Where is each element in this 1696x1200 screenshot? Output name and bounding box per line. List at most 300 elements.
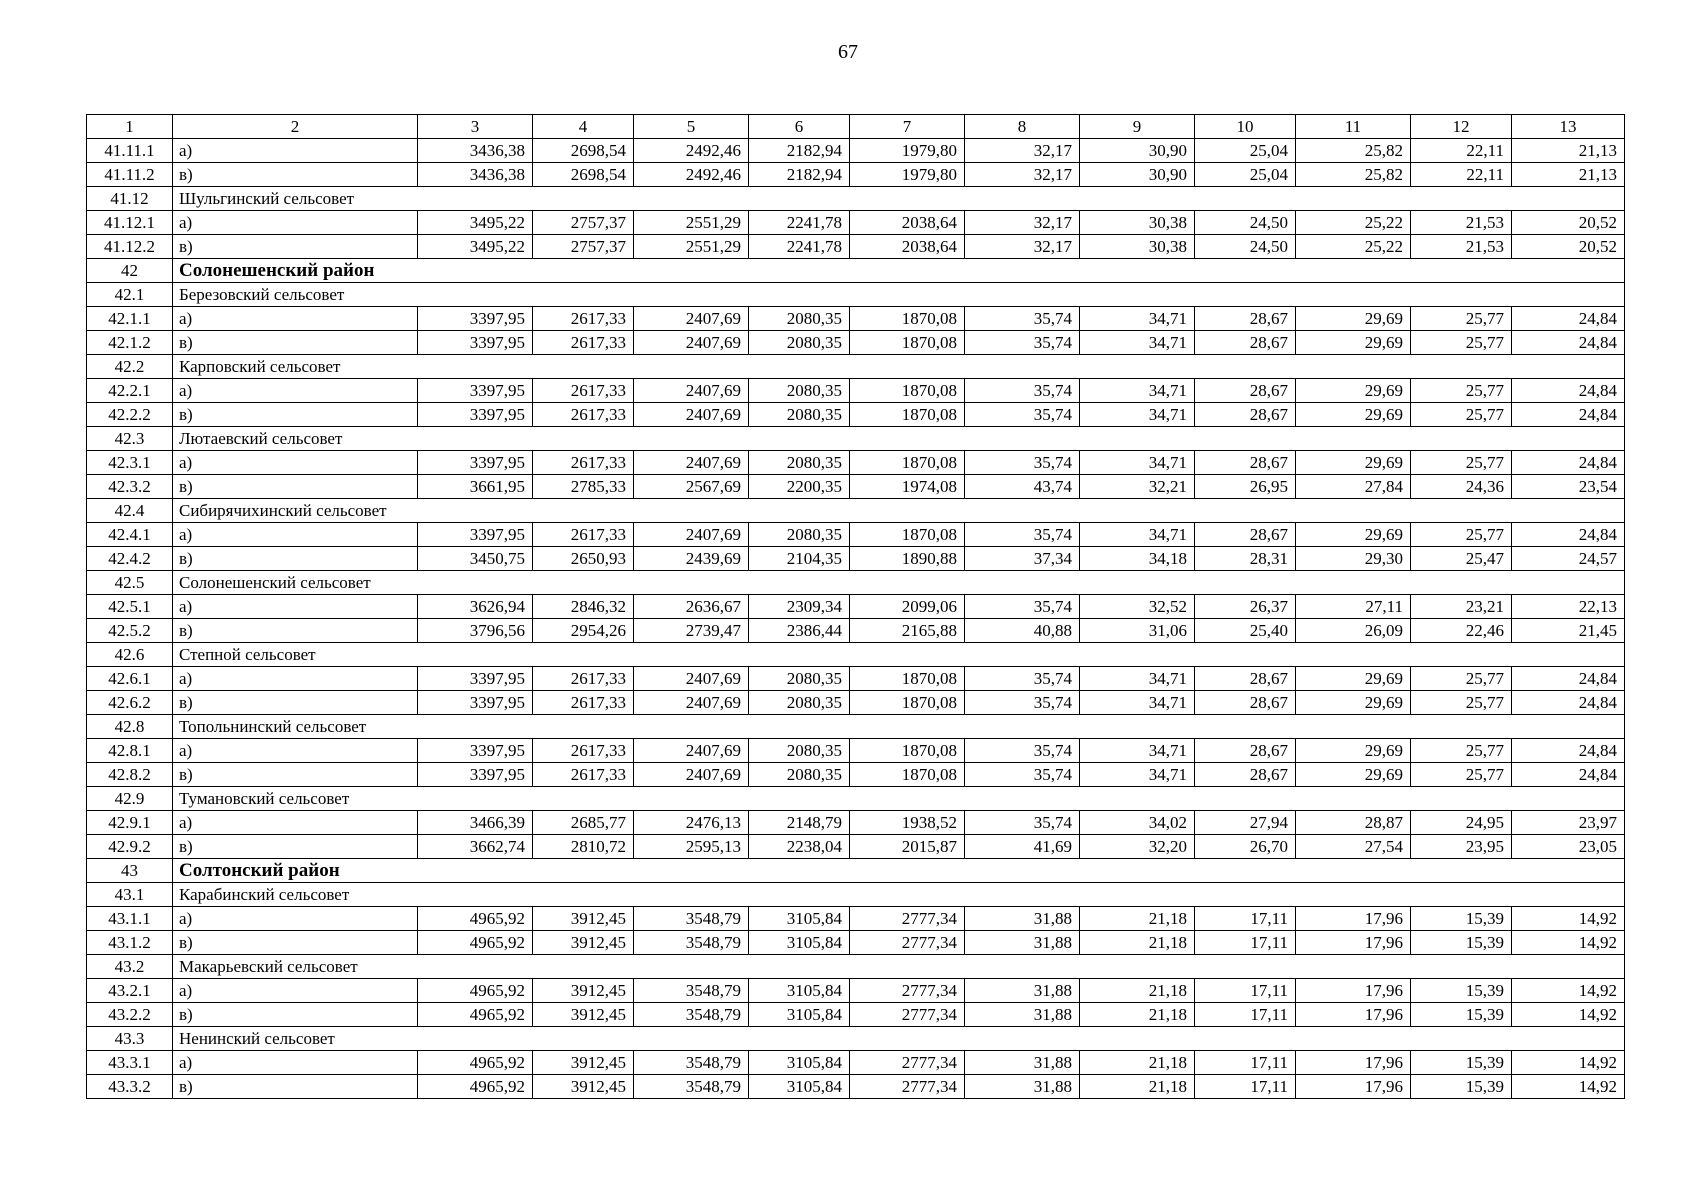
row-label: в) — [173, 835, 418, 859]
value-cell: 1870,08 — [850, 691, 965, 715]
value-cell: 34,71 — [1080, 667, 1195, 691]
value-cell: 1890,88 — [850, 547, 965, 571]
value-cell: 2777,34 — [850, 907, 965, 931]
value-cell: 3626,94 — [418, 595, 533, 619]
section-row — [87, 283, 1625, 307]
value-cell: 21,18 — [1080, 907, 1195, 931]
value-cell: 32,17 — [965, 139, 1080, 163]
value-cell: 32,21 — [1080, 475, 1195, 499]
data-row — [87, 139, 1625, 163]
value-cell: 2757,37 — [533, 211, 634, 235]
row-code: 42.1.2 — [87, 331, 173, 355]
value-cell: 2080,35 — [749, 763, 850, 787]
value-cell: 26,09 — [1296, 619, 1411, 643]
value-cell: 4965,92 — [418, 907, 533, 931]
row-label: в) — [173, 163, 418, 187]
section-row — [87, 787, 1625, 811]
value-cell: 2407,69 — [634, 403, 749, 427]
column-number-cell: 2 — [173, 115, 418, 139]
row-code: 43.3.2 — [87, 1075, 173, 1099]
value-cell: 35,74 — [965, 523, 1080, 547]
data-row — [87, 1003, 1625, 1027]
value-cell: 24,84 — [1512, 763, 1625, 787]
value-cell: 3397,95 — [418, 523, 533, 547]
value-cell: 23,54 — [1512, 475, 1625, 499]
value-cell: 23,95 — [1411, 835, 1512, 859]
value-cell: 32,17 — [965, 163, 1080, 187]
value-cell: 2182,94 — [749, 139, 850, 163]
value-cell: 3397,95 — [418, 403, 533, 427]
column-number-cell: 13 — [1512, 115, 1625, 139]
data-row — [87, 379, 1625, 403]
value-cell: 1870,08 — [850, 379, 965, 403]
value-cell: 3105,84 — [749, 1051, 850, 1075]
value-cell: 15,39 — [1411, 1051, 1512, 1075]
value-cell: 30,90 — [1080, 139, 1195, 163]
value-cell: 2777,34 — [850, 1003, 965, 1027]
value-cell: 3105,84 — [749, 931, 850, 955]
value-cell: 17,96 — [1296, 1003, 1411, 1027]
value-cell: 28,67 — [1195, 523, 1296, 547]
value-cell: 2080,35 — [749, 451, 850, 475]
value-cell: 32,17 — [965, 235, 1080, 259]
value-cell: 2407,69 — [634, 523, 749, 547]
section-row — [87, 643, 1625, 667]
value-cell: 2309,34 — [749, 595, 850, 619]
value-cell: 25,04 — [1195, 139, 1296, 163]
value-cell: 21,13 — [1512, 163, 1625, 187]
value-cell: 35,74 — [965, 451, 1080, 475]
value-cell: 2165,88 — [850, 619, 965, 643]
value-cell: 2476,13 — [634, 811, 749, 835]
value-cell: 2241,78 — [749, 211, 850, 235]
value-cell: 2617,33 — [533, 523, 634, 547]
value-cell: 28,67 — [1195, 451, 1296, 475]
value-cell: 34,71 — [1080, 763, 1195, 787]
value-cell: 29,69 — [1296, 331, 1411, 355]
value-cell: 28,67 — [1195, 763, 1296, 787]
row-code: 42.5.1 — [87, 595, 173, 619]
data-row — [87, 979, 1625, 1003]
value-cell: 3548,79 — [634, 1051, 749, 1075]
value-cell: 2617,33 — [533, 451, 634, 475]
settlement-name: Лютаевский сельсовет — [173, 427, 1625, 451]
value-cell: 2757,37 — [533, 235, 634, 259]
data-row — [87, 739, 1625, 763]
row-label: а) — [173, 1051, 418, 1075]
value-cell: 17,96 — [1296, 931, 1411, 955]
value-cell: 14,92 — [1512, 979, 1625, 1003]
column-number-cell: 4 — [533, 115, 634, 139]
value-cell: 25,40 — [1195, 619, 1296, 643]
page-number: 67 — [838, 41, 858, 63]
row-code: 42.9 — [87, 787, 173, 811]
row-code: 42.2.2 — [87, 403, 173, 427]
value-cell: 35,74 — [965, 763, 1080, 787]
value-cell: 34,71 — [1080, 379, 1195, 403]
value-cell: 24,84 — [1512, 403, 1625, 427]
row-code: 42.8 — [87, 715, 173, 739]
value-cell: 2492,46 — [634, 139, 749, 163]
value-cell: 25,22 — [1296, 211, 1411, 235]
value-cell: 17,11 — [1195, 907, 1296, 931]
value-cell: 1870,08 — [850, 739, 965, 763]
value-cell: 25,77 — [1411, 523, 1512, 547]
value-cell: 34,18 — [1080, 547, 1195, 571]
value-cell: 25,04 — [1195, 163, 1296, 187]
value-cell: 35,74 — [965, 667, 1080, 691]
value-cell: 29,69 — [1296, 451, 1411, 475]
row-code: 42.2 — [87, 355, 173, 379]
settlement-name: Сибирячихинский сельсовет — [173, 499, 1625, 523]
value-cell: 2407,69 — [634, 739, 749, 763]
value-cell: 2038,64 — [850, 211, 965, 235]
section-row — [87, 187, 1625, 211]
value-cell: 2104,35 — [749, 547, 850, 571]
value-cell: 1870,08 — [850, 763, 965, 787]
row-label: в) — [173, 1003, 418, 1027]
section-row — [87, 1027, 1625, 1051]
value-cell: 28,67 — [1195, 379, 1296, 403]
row-label: а) — [173, 979, 418, 1003]
value-cell: 24,84 — [1512, 667, 1625, 691]
value-cell: 2785,33 — [533, 475, 634, 499]
value-cell: 2846,32 — [533, 595, 634, 619]
value-cell: 3548,79 — [634, 907, 749, 931]
value-cell: 2407,69 — [634, 379, 749, 403]
value-cell: 24,84 — [1512, 691, 1625, 715]
value-cell: 15,39 — [1411, 1075, 1512, 1099]
value-cell: 26,95 — [1195, 475, 1296, 499]
value-cell: 29,69 — [1296, 667, 1411, 691]
row-code: 43 — [87, 859, 173, 883]
value-cell: 24,50 — [1195, 211, 1296, 235]
value-cell: 2148,79 — [749, 811, 850, 835]
value-cell: 25,77 — [1411, 739, 1512, 763]
value-cell: 17,11 — [1195, 931, 1296, 955]
value-cell: 32,20 — [1080, 835, 1195, 859]
value-cell: 3548,79 — [634, 1003, 749, 1027]
settlement-name: Солонешенский сельсовет — [173, 571, 1625, 595]
value-cell: 3912,45 — [533, 979, 634, 1003]
value-cell: 24,84 — [1512, 739, 1625, 763]
value-cell: 21,18 — [1080, 1003, 1195, 1027]
value-cell: 28,67 — [1195, 691, 1296, 715]
value-cell: 25,77 — [1411, 763, 1512, 787]
value-cell: 2407,69 — [634, 667, 749, 691]
value-cell: 2636,67 — [634, 595, 749, 619]
value-cell: 3397,95 — [418, 763, 533, 787]
row-label: а) — [173, 907, 418, 931]
district-row — [87, 259, 1625, 283]
value-cell: 24,36 — [1411, 475, 1512, 499]
value-cell: 3105,84 — [749, 907, 850, 931]
row-label: в) — [173, 547, 418, 571]
data-row — [87, 211, 1625, 235]
data-row — [87, 403, 1625, 427]
column-number-cell: 6 — [749, 115, 850, 139]
value-cell: 2407,69 — [634, 307, 749, 331]
row-code: 42.6.2 — [87, 691, 173, 715]
value-cell: 3912,45 — [533, 1051, 634, 1075]
value-cell: 25,77 — [1411, 331, 1512, 355]
row-label: а) — [173, 307, 418, 331]
value-cell: 2595,13 — [634, 835, 749, 859]
value-cell: 25,77 — [1411, 403, 1512, 427]
value-cell: 1870,08 — [850, 523, 965, 547]
value-cell: 30,90 — [1080, 163, 1195, 187]
row-code: 43.2 — [87, 955, 173, 979]
value-cell: 2617,33 — [533, 331, 634, 355]
value-cell: 1979,80 — [850, 139, 965, 163]
value-cell: 3495,22 — [418, 211, 533, 235]
value-cell: 25,82 — [1296, 139, 1411, 163]
value-cell: 2080,35 — [749, 691, 850, 715]
value-cell: 4965,92 — [418, 931, 533, 955]
row-code: 42.4.1 — [87, 523, 173, 547]
value-cell: 31,06 — [1080, 619, 1195, 643]
value-cell: 2617,33 — [533, 307, 634, 331]
section-row — [87, 427, 1625, 451]
value-cell: 3796,56 — [418, 619, 533, 643]
value-cell: 2617,33 — [533, 763, 634, 787]
settlement-name: Карабинский сельсовет — [173, 883, 1625, 907]
value-cell: 2080,35 — [749, 667, 850, 691]
value-cell: 2080,35 — [749, 379, 850, 403]
value-cell: 2567,69 — [634, 475, 749, 499]
value-cell: 24,84 — [1512, 523, 1625, 547]
value-cell: 1870,08 — [850, 403, 965, 427]
value-cell: 2617,33 — [533, 739, 634, 763]
settlement-name: Макарьевский сельсовет — [173, 955, 1625, 979]
row-label: в) — [173, 691, 418, 715]
section-row — [87, 355, 1625, 379]
row-code: 42.9.1 — [87, 811, 173, 835]
data-row — [87, 667, 1625, 691]
value-cell: 3495,22 — [418, 235, 533, 259]
value-cell: 25,77 — [1411, 379, 1512, 403]
value-cell: 23,21 — [1411, 595, 1512, 619]
column-number-cell: 11 — [1296, 115, 1411, 139]
value-cell: 3397,95 — [418, 667, 533, 691]
value-cell: 35,74 — [965, 403, 1080, 427]
row-label: в) — [173, 331, 418, 355]
row-code: 42.9.2 — [87, 835, 173, 859]
value-cell: 24,84 — [1512, 331, 1625, 355]
column-number-cell: 7 — [850, 115, 965, 139]
section-row — [87, 955, 1625, 979]
section-row — [87, 499, 1625, 523]
value-cell: 17,96 — [1296, 979, 1411, 1003]
value-cell: 27,54 — [1296, 835, 1411, 859]
value-cell: 17,11 — [1195, 979, 1296, 1003]
value-cell: 1870,08 — [850, 667, 965, 691]
value-cell: 20,52 — [1512, 211, 1625, 235]
value-cell: 21,18 — [1080, 979, 1195, 1003]
row-code: 43.1.2 — [87, 931, 173, 955]
value-cell: 29,69 — [1296, 379, 1411, 403]
value-cell: 2650,93 — [533, 547, 634, 571]
value-cell: 3105,84 — [749, 1075, 850, 1099]
column-number-cell: 10 — [1195, 115, 1296, 139]
value-cell: 28,67 — [1195, 403, 1296, 427]
value-cell: 28,67 — [1195, 331, 1296, 355]
row-code: 43.2.1 — [87, 979, 173, 1003]
value-cell: 2617,33 — [533, 691, 634, 715]
value-cell: 32,52 — [1080, 595, 1195, 619]
district-row — [87, 859, 1625, 883]
value-cell: 1938,52 — [850, 811, 965, 835]
row-code: 42.1.1 — [87, 307, 173, 331]
value-cell: 27,11 — [1296, 595, 1411, 619]
value-cell: 17,96 — [1296, 1075, 1411, 1099]
data-row — [87, 619, 1625, 643]
row-code: 41.12.1 — [87, 211, 173, 235]
value-cell: 24,84 — [1512, 307, 1625, 331]
value-cell: 3912,45 — [533, 931, 634, 955]
value-cell: 22,13 — [1512, 595, 1625, 619]
row-code: 42.1 — [87, 283, 173, 307]
column-number-row — [87, 115, 1625, 139]
row-code: 42.2.1 — [87, 379, 173, 403]
section-row — [87, 571, 1625, 595]
value-cell: 31,88 — [965, 907, 1080, 931]
value-cell: 14,92 — [1512, 1075, 1625, 1099]
value-cell: 34,71 — [1080, 307, 1195, 331]
value-cell: 3662,74 — [418, 835, 533, 859]
value-cell: 35,74 — [965, 739, 1080, 763]
value-cell: 34,71 — [1080, 403, 1195, 427]
value-cell: 34,71 — [1080, 523, 1195, 547]
value-cell: 17,11 — [1195, 1003, 1296, 1027]
data-row — [87, 1051, 1625, 1075]
row-code: 42.3 — [87, 427, 173, 451]
value-cell: 34,71 — [1080, 331, 1195, 355]
row-label: а) — [173, 523, 418, 547]
value-cell: 2407,69 — [634, 763, 749, 787]
row-code: 42.8.2 — [87, 763, 173, 787]
row-label: а) — [173, 595, 418, 619]
data-row — [87, 331, 1625, 355]
row-code: 43.3.1 — [87, 1051, 173, 1075]
value-cell: 2407,69 — [634, 691, 749, 715]
value-cell: 34,02 — [1080, 811, 1195, 835]
value-cell: 28,67 — [1195, 307, 1296, 331]
value-cell: 24,84 — [1512, 379, 1625, 403]
section-row — [87, 883, 1625, 907]
value-cell: 34,71 — [1080, 691, 1195, 715]
value-cell: 29,69 — [1296, 739, 1411, 763]
value-cell: 31,88 — [965, 931, 1080, 955]
value-cell: 32,17 — [965, 211, 1080, 235]
row-code: 41.11.1 — [87, 139, 173, 163]
value-cell: 2492,46 — [634, 163, 749, 187]
settlement-name: Тумановский сельсовет — [173, 787, 1625, 811]
data-row — [87, 451, 1625, 475]
value-cell: 2698,54 — [533, 139, 634, 163]
row-code: 42 — [87, 259, 173, 283]
value-cell: 2810,72 — [533, 835, 634, 859]
value-cell: 35,74 — [965, 307, 1080, 331]
value-cell: 2080,35 — [749, 739, 850, 763]
value-cell: 35,74 — [965, 811, 1080, 835]
row-code: 42.8.1 — [87, 739, 173, 763]
value-cell: 41,69 — [965, 835, 1080, 859]
district-name: Солтонский район — [173, 859, 1625, 883]
row-label: а) — [173, 451, 418, 475]
value-cell: 2954,26 — [533, 619, 634, 643]
value-cell: 35,74 — [965, 595, 1080, 619]
value-cell: 24,95 — [1411, 811, 1512, 835]
value-cell: 3548,79 — [634, 931, 749, 955]
value-cell: 14,92 — [1512, 907, 1625, 931]
value-cell: 2685,77 — [533, 811, 634, 835]
row-code: 41.12.2 — [87, 235, 173, 259]
value-cell: 25,82 — [1296, 163, 1411, 187]
row-code: 42.6 — [87, 643, 173, 667]
value-cell: 3397,95 — [418, 739, 533, 763]
row-label: в) — [173, 1075, 418, 1099]
data-row — [87, 307, 1625, 331]
data-row — [87, 547, 1625, 571]
value-cell: 2698,54 — [533, 163, 634, 187]
row-label: а) — [173, 667, 418, 691]
value-cell: 21,13 — [1512, 139, 1625, 163]
data-row — [87, 475, 1625, 499]
data-row — [87, 691, 1625, 715]
data-row — [87, 235, 1625, 259]
value-cell: 2617,33 — [533, 379, 634, 403]
value-cell: 3397,95 — [418, 379, 533, 403]
value-cell: 2200,35 — [749, 475, 850, 499]
value-cell: 2080,35 — [749, 403, 850, 427]
value-cell: 25,22 — [1296, 235, 1411, 259]
value-cell: 21,18 — [1080, 931, 1195, 955]
value-cell: 2551,29 — [634, 211, 749, 235]
value-cell: 2080,35 — [749, 307, 850, 331]
data-row — [87, 907, 1625, 931]
value-cell: 35,74 — [965, 379, 1080, 403]
value-cell: 4965,92 — [418, 979, 533, 1003]
column-number-cell: 1 — [87, 115, 173, 139]
row-code: 42.5 — [87, 571, 173, 595]
value-cell: 15,39 — [1411, 1003, 1512, 1027]
row-code: 42.3.1 — [87, 451, 173, 475]
section-row — [87, 715, 1625, 739]
value-cell: 43,74 — [965, 475, 1080, 499]
row-code: 43.2.2 — [87, 1003, 173, 1027]
value-cell: 2551,29 — [634, 235, 749, 259]
value-cell: 2777,34 — [850, 979, 965, 1003]
row-label: в) — [173, 763, 418, 787]
row-code: 41.11.2 — [87, 163, 173, 187]
column-number-cell: 12 — [1411, 115, 1512, 139]
value-cell: 25,77 — [1411, 691, 1512, 715]
settlement-name: Топольнинский сельсовет — [173, 715, 1625, 739]
settlement-name: Ненинский сельсовет — [173, 1027, 1625, 1051]
value-cell: 3436,38 — [418, 139, 533, 163]
data-row — [87, 523, 1625, 547]
value-cell: 28,31 — [1195, 547, 1296, 571]
value-cell: 3912,45 — [533, 1003, 634, 1027]
value-cell: 2777,34 — [850, 1075, 965, 1099]
row-label: а) — [173, 139, 418, 163]
value-cell: 3397,95 — [418, 331, 533, 355]
district-name: Солонешенский район — [173, 259, 1625, 283]
value-cell: 21,18 — [1080, 1075, 1195, 1099]
data-row — [87, 811, 1625, 835]
value-cell: 35,74 — [965, 331, 1080, 355]
